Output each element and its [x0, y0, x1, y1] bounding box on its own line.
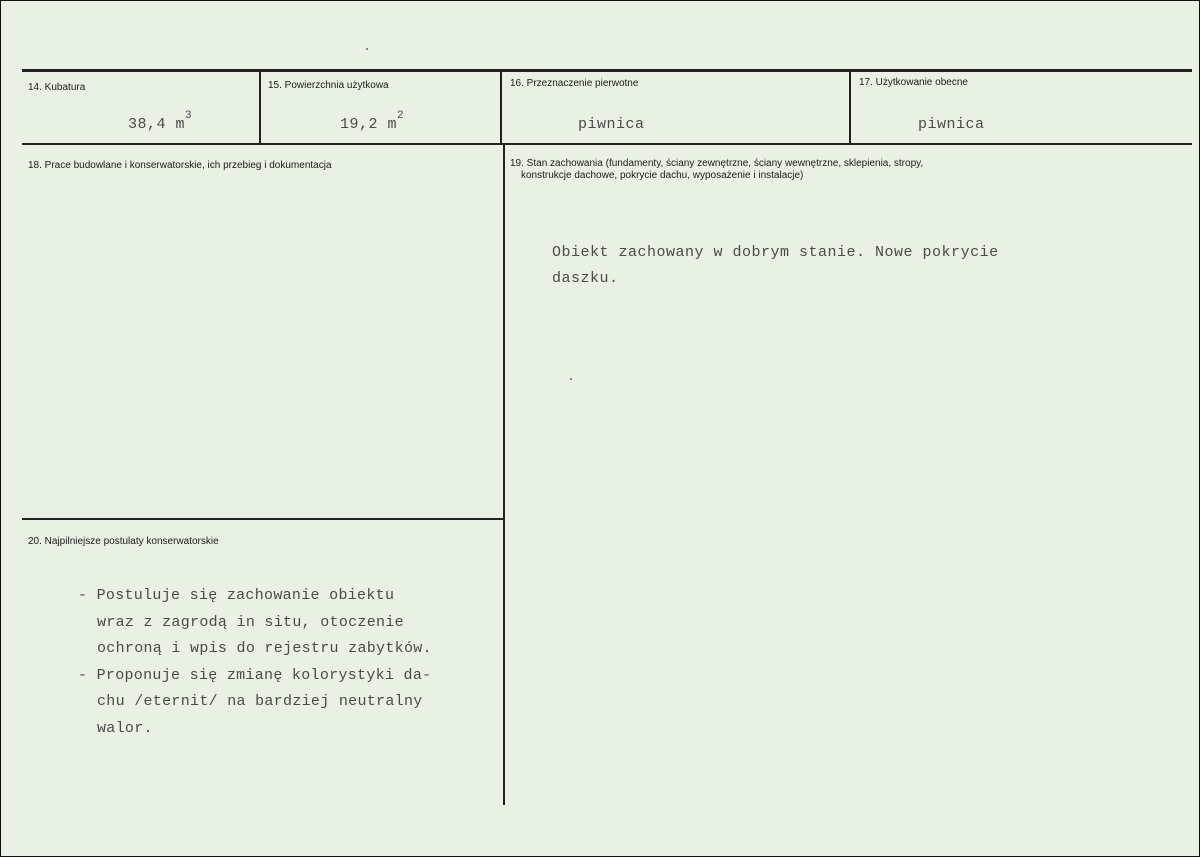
field-15-label: 15. Powierzchnia użytkowa	[268, 80, 389, 91]
section-20-label: 20. Najpilniejsze postulaty konserwatorskie	[28, 536, 219, 547]
section-19-text-line: daszku.	[552, 270, 619, 287]
middle-column-divider	[503, 145, 505, 805]
field-16-value: piwnica	[578, 116, 645, 133]
top-row-divider-3	[849, 69, 851, 145]
field-16-label: 16. Przeznaczenie pierwotne	[510, 78, 639, 89]
top-row-top-rule	[22, 69, 1192, 72]
field-14-value: 38,4 $m^3$	[128, 110, 193, 133]
paper-speck	[366, 48, 368, 50]
list-line: walor.	[97, 719, 153, 737]
top-row-divider-1	[259, 69, 261, 145]
field-14-label: 14. Kubatura	[28, 82, 86, 93]
list-line: - Postuluje się zachowanie obiektu	[78, 587, 395, 604]
list-line: - Proponuje się zmianę kolorystyki da-	[78, 666, 432, 684]
section-18-bottom-rule	[22, 518, 504, 520]
section-19-label-line-2: konstrukcje dachowe, pokrycie dachu, wyposażenie i instalacje)	[521, 170, 804, 181]
top-row-divider-2	[500, 69, 502, 145]
section-18-label: 18. Prace budowlane i konserwatorskie, ich przebieg i dokumentacja	[28, 160, 332, 171]
top-row-bottom-rule	[22, 143, 1192, 145]
paper-speck	[570, 378, 572, 380]
list-line: chu /eternit/ na bardziej neutralny	[97, 693, 423, 710]
section-19-text-line: Obiekt zachowany w dobrym stanie. Nowe pokrycie	[552, 244, 999, 261]
field-17-value: piwnica	[918, 116, 985, 133]
section-20-list	[78, 583, 432, 742]
section-19-label-line-1: 19. Stan zachowania (fundamenty, ściany zewnętrzne, ściany wewnętrzne, sklepienia, stropy,	[510, 158, 924, 169]
list-line: ochroną i wpis do rejestru zabytków.	[97, 640, 432, 657]
section-19-text	[552, 240, 999, 292]
list-line: wraz z zagrodą in situ, otoczenie	[97, 613, 404, 631]
field-17-label: 17. Użytkowanie obecne	[859, 77, 968, 88]
field-15-value: 19,2 $m^2$	[340, 110, 405, 133]
